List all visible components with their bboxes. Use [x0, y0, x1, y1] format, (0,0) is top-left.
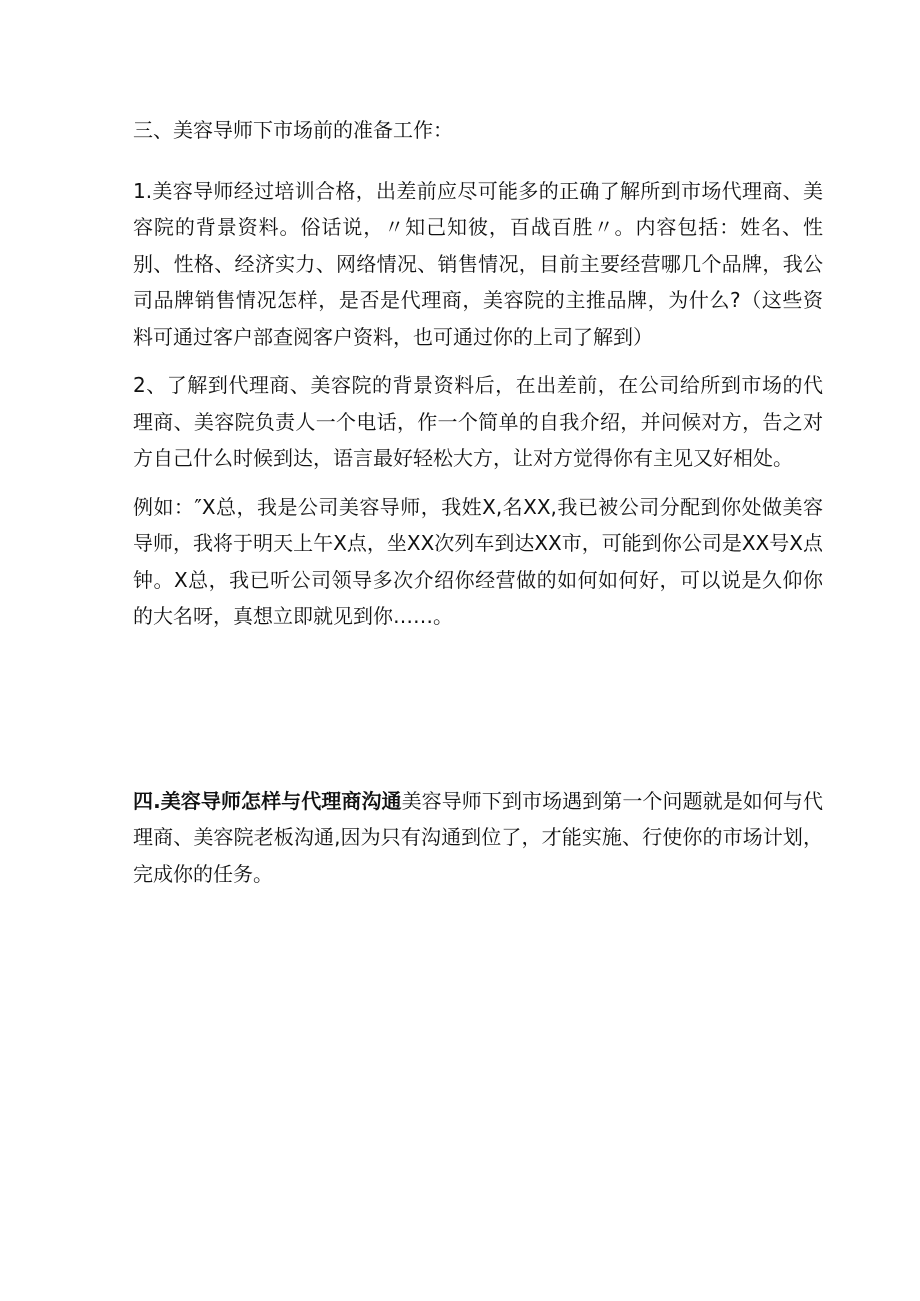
document-page [133, 112, 823, 892]
section-3-paragraph-2: 2、了解到代理商、美容院的背景资料后，在出差前，在公司给所到市场的代理商、美容院负责人一个电话，作一个简单的自我介绍，并问候对方，告之对方自己什么时候到达，语言最好轻松大方，让对方觉得你有主见又好相处。 [133, 373, 823, 470]
section-4-paragraph [133, 783, 823, 893]
section-3-heading: 三、美容导师下市场前的准备工作： [133, 118, 453, 142]
section-3-paragraph-1: 1.美容导师经过培训合格，出差前应尽可能多的正确了解所到市场代理商、美容院的背景资料。俗话说，〃知己知彼，百战百胜〃。内容包括：姓名、性别、性格、经济实力、网络情况、销售情况，目前主要经营哪几个品牌，我公司品牌销售情况怎样，是否是代理商，美容院的主推品牌，为什么?（这些资料可通过客户部查阅客户资料，也可通过你的上司了解到） [133, 178, 823, 349]
section-4-body: 美容导师下到市场遇到第一个问题就是如何与代理商、美容院老板沟通,因为只有沟通到位了，才能实施、行使你的市场计划，完成你的任务。 [133, 788, 823, 886]
section-3-paragraph-3: 例如：″X总，我是公司美容导师，我姓X,名XX,我已被公司分配到你处做美容导师，我将于明天上午X点，坐XX次列车到达XX市，可能到你公司是XX号X点钟。X总，我已听公司领导多次介绍你经营做的如何如何好，可以说是久仰你的大名呀，真想立即就见到你……。 [133, 494, 823, 628]
section-4-heading: 四.美容导师怎样与代理商沟通 [133, 788, 402, 813]
